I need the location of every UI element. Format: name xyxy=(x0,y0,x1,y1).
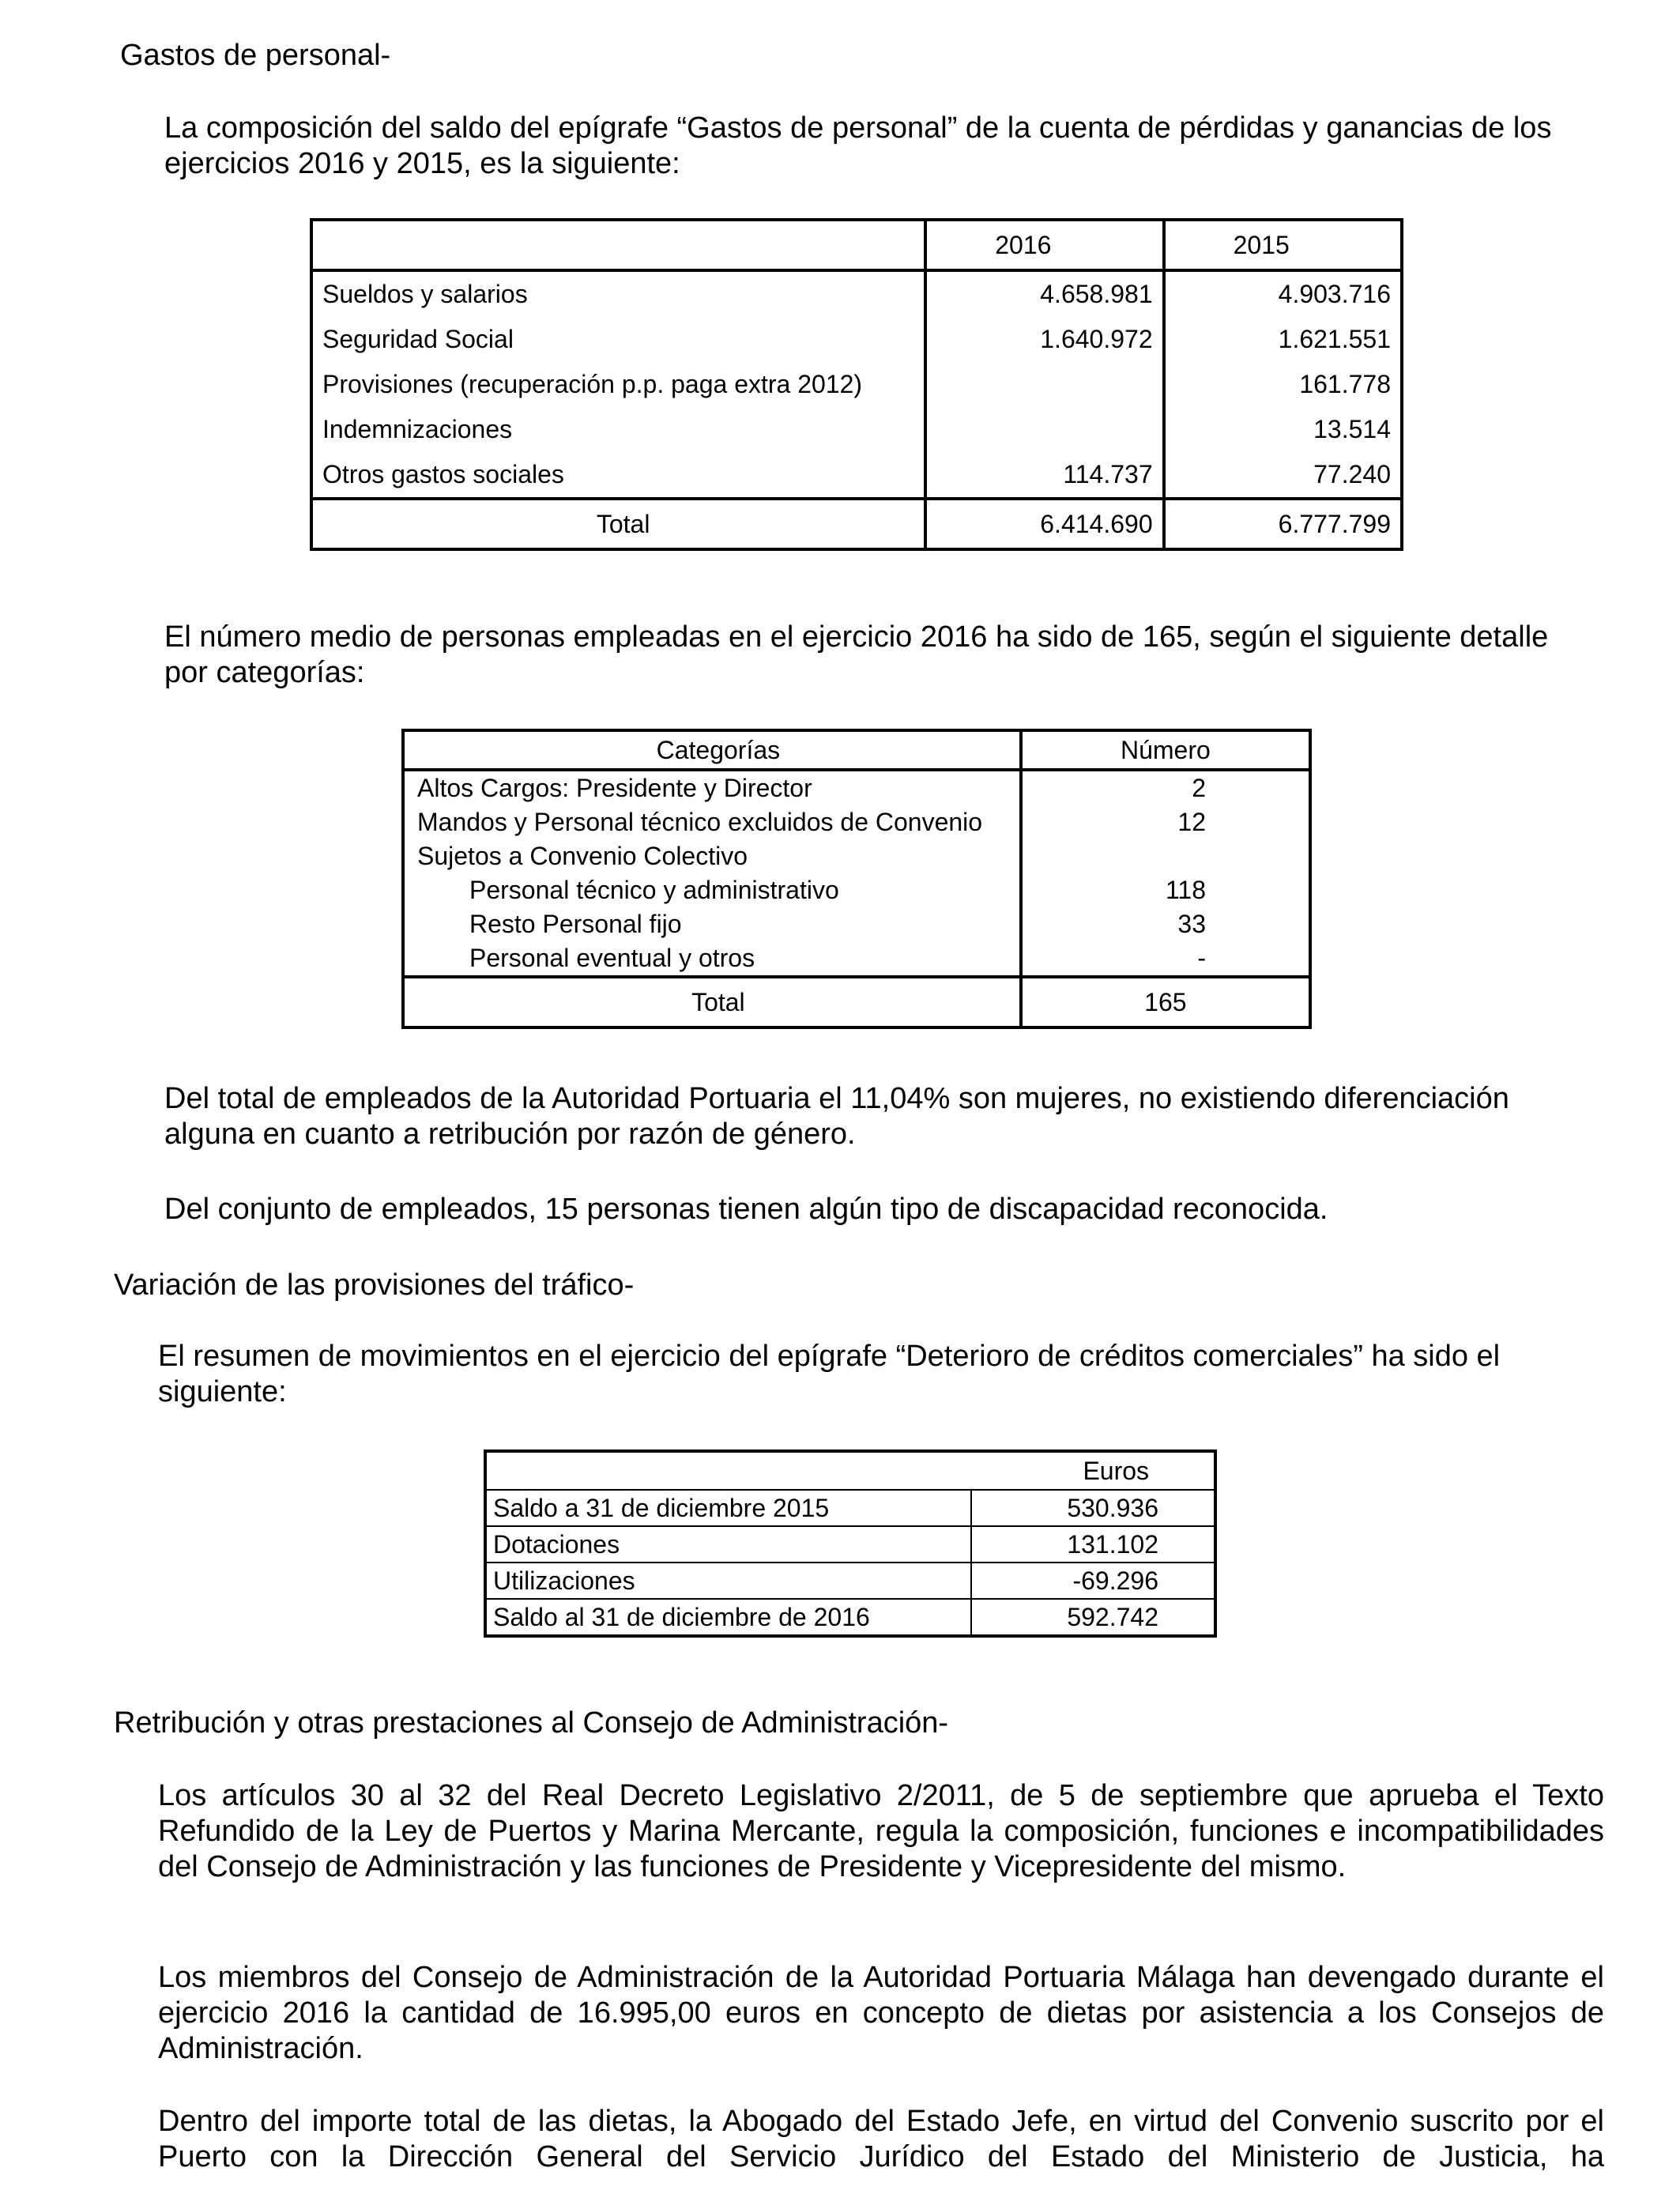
value-2015: 77.240 xyxy=(1313,460,1391,488)
row-label: Seguridad Social xyxy=(311,317,925,362)
header-cell-2015: 2015 xyxy=(1164,220,1402,270)
header-cell-euros: Euros xyxy=(971,1451,1215,1490)
movement-label: Saldo al 31 de diciembre de 2016 xyxy=(485,1599,971,1636)
value-2015: 161.778 xyxy=(1299,370,1391,398)
movement-label: Dotaciones xyxy=(485,1526,971,1563)
category-label: Personal eventual y otros xyxy=(403,941,1021,977)
categories-table xyxy=(401,729,1312,1029)
table-row xyxy=(311,452,1402,499)
movement-label: Utilizaciones xyxy=(485,1563,971,1599)
category-value: - xyxy=(1197,944,1206,972)
table-row xyxy=(403,805,1310,839)
table-row xyxy=(311,407,1402,452)
category-value: 118 xyxy=(1165,876,1206,904)
category-label: Sujetos a Convenio Colectivo xyxy=(403,839,1021,873)
movement-value: 131.102 xyxy=(971,1526,1215,1563)
table-row xyxy=(485,1599,1215,1636)
value-2016: 114.737 xyxy=(925,452,1163,499)
gastos-intro-paragraph: La composición del saldo del epígrafe “Gastos de personal” de la cuenta de pérdidas y ganancias de los ejercicios 2016 y 2015, es la siguiente: xyxy=(164,111,1552,180)
header-cell-blank xyxy=(485,1451,971,1490)
consejo-paragraph-3: Dentro del importe total de las dietas, la Abogado del Estado Jefe, en virtud del Convenio suscrito por el Puerto con la Dirección General del Servicio Jurídico del Estado del Ministerio de Justicia, ha xyxy=(158,2105,1604,2173)
gastos-personal-table xyxy=(310,218,1403,551)
table-total-row xyxy=(403,977,1310,1027)
employees-paragraph: El número medio de personas empleadas en el ejercicio 2016 ha sido de 165, según el siguiente detalle por categorías: xyxy=(164,620,1549,689)
value-2015: 4.903.716 xyxy=(1278,280,1391,308)
value-2016: 4.658.981 xyxy=(925,270,1163,317)
table-row xyxy=(403,941,1310,977)
header-cell-numero: Número xyxy=(1021,730,1310,770)
value-2015: 1.621.551 xyxy=(1278,325,1391,353)
table-row xyxy=(485,1490,1215,1526)
table-header-row xyxy=(311,220,1402,270)
table-row xyxy=(403,770,1310,805)
category-label: Mandos y Personal técnico excluidos de Convenio xyxy=(403,805,1021,839)
gender-paragraph: Del total de empleados de la Autoridad Portuaria el 11,04% son mujeres, no existiendo diferenciación alguna en cuanto a retribución por razón de género. xyxy=(164,1082,1509,1151)
table-total-row xyxy=(311,499,1402,549)
disability-paragraph: Del conjunto de empleados, 15 personas tienen algún tipo de discapacidad reconocida. xyxy=(164,1193,1328,1226)
total-label: Total xyxy=(311,499,925,549)
category-value: 33 xyxy=(1177,910,1206,938)
total-value: 165 xyxy=(1021,977,1310,1027)
value-2016: 1.640.972 xyxy=(925,317,1163,362)
header-cell-label xyxy=(311,220,925,270)
provisiones-intro-paragraph: El resumen de movimientos en el ejercicio del epígrafe “Deterioro de créditos comerciales” ha sido el siguiente: xyxy=(158,1340,1501,1408)
consejo-paragraph-1: Los artículos 30 al 32 del Real Decreto Legislativo 2/2011, de 5 de septiembre que aprueba el Texto Refundido de la Ley de Puertos y Marina Mercante, regula la composición, funciones e incompatibilidades del Consejo de Administración y las funciones de Presidente y Vicepresidente del mismo. xyxy=(158,1779,1604,1883)
movement-value: 592.742 xyxy=(971,1599,1215,1636)
consejo-paragraph-2: Los miembros del Consejo de Administración de la Autoridad Portuaria Málaga han devengado durante el ejercicio 2016 la cantidad de 16.995,00 euros en concepto de dietas por asistencia a los Consejos de Administración. xyxy=(158,1961,1604,2065)
row-label: Otros gastos sociales xyxy=(311,452,925,499)
provisiones-table xyxy=(484,1449,1217,1638)
table-row xyxy=(485,1526,1215,1563)
table-row xyxy=(403,839,1310,873)
row-label: Sueldos y salarios xyxy=(311,270,925,317)
movement-value: 530.936 xyxy=(971,1490,1215,1526)
movement-label: Saldo a 31 de diciembre 2015 xyxy=(485,1490,971,1526)
category-label: Altos Cargos: Presidente y Director xyxy=(403,770,1021,805)
table-header-row xyxy=(403,730,1310,770)
category-label: Resto Personal fijo xyxy=(403,907,1021,941)
table-row xyxy=(403,907,1310,941)
table-row xyxy=(311,317,1402,362)
table-header-row xyxy=(485,1451,1215,1490)
row-label: Provisiones (recuperación p.p. paga extra 2012) xyxy=(311,362,925,407)
value-2016 xyxy=(925,407,1163,452)
table-row xyxy=(311,362,1402,407)
header-cell-categorias: Categorías xyxy=(403,730,1021,770)
category-value: 2 xyxy=(1192,774,1206,802)
total-label: Total xyxy=(403,977,1021,1027)
table-row xyxy=(403,873,1310,907)
total-2016: 6.414.690 xyxy=(925,499,1163,549)
category-value xyxy=(1021,839,1310,873)
table-row xyxy=(485,1563,1215,1599)
value-2016 xyxy=(925,362,1163,407)
section-title-consejo: Retribución y otras prestaciones al Consejo de Administración- xyxy=(114,1706,949,1740)
movement-value: -69.296 xyxy=(971,1563,1215,1599)
category-value: 12 xyxy=(1177,808,1206,836)
value-2015: 13.514 xyxy=(1313,415,1391,443)
row-label: Indemnizaciones xyxy=(311,407,925,452)
table-row xyxy=(311,270,1402,317)
section-title-gastos-personal: Gastos de personal- xyxy=(120,39,391,72)
section-title-provisiones: Variación de las provisiones del tráfico- xyxy=(114,1269,635,1302)
total-2015: 6.777.799 xyxy=(1164,499,1402,549)
category-label: Personal técnico y administrativo xyxy=(403,873,1021,907)
header-cell-2016: 2016 xyxy=(925,220,1163,270)
